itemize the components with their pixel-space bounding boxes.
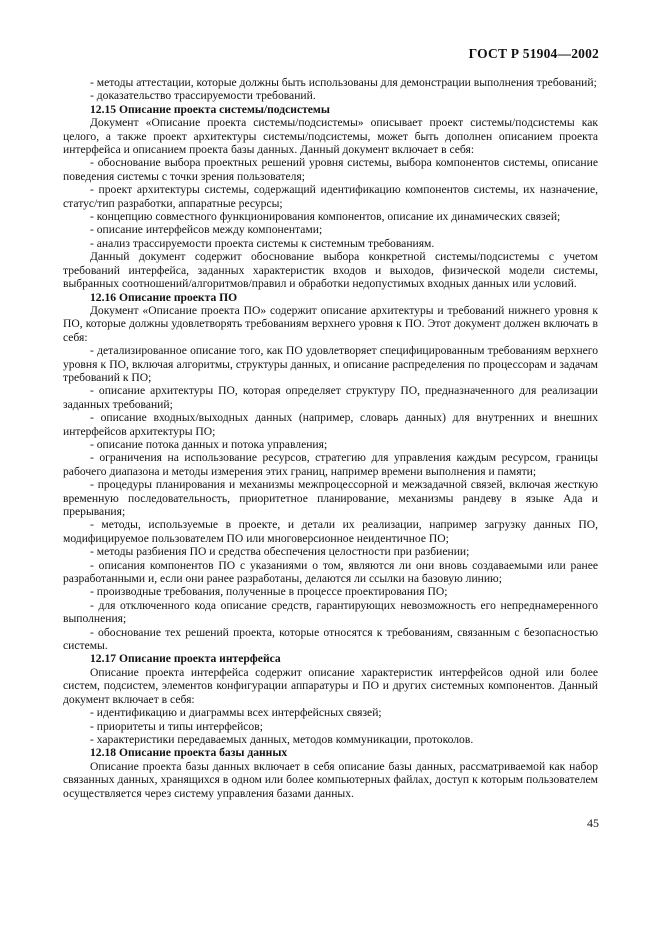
section-heading: 12.17 Описание проекта интерфейса [90, 652, 281, 666]
page-body [63, 76, 598, 800]
body-paragraph: - характеристики передаваемых данных, методов коммуникации, протоколов. [90, 732, 474, 746]
body-paragraph: - описание потока данных и потока управления; [90, 437, 328, 451]
body-paragraph: - процедуры планирования и механизмы межпроцессорной и межзадачной связей, включая жесткую временную последовательность, приоритетное планирование, механизмы рандеву в языке Ада и прерывания; [63, 478, 598, 518]
body-paragraph: Описание проекта базы данных включает в себя описание базы данных, рассматриваемой как набор связанных данных, хранящихся в одном или более компьютерных файлах, доступ к которым пользователем осуществляется через систему управления базами данных. [63, 759, 598, 800]
body-paragraph: - описание входных/выходных данных (например, словарь данных) для внутренних и внешних интерфейсов архитектуры ПО; [63, 411, 598, 438]
body-paragraph: - анализ трассируемости проекта системы к системным требованиям. [90, 236, 435, 250]
body-paragraph: - доказательство трассируемости требований. [90, 89, 316, 103]
body-paragraph: - методы аттестации, которые должны быть использованы для демонстрации выполнения требований; [90, 76, 597, 89]
body-paragraph: - детализированное описание того, как ПО удовлетворяет специфицированным требованиям верхнего уровня к ПО, включая алгоритмы, структуры данных, и описание распределения по процессорам и задачам требований к ПО; [63, 344, 598, 384]
body-paragraph: Описание проекта интерфейса содержит описание характеристик интерфейсов одной или более систем, подсистем, элементов конфигурации аппаратуры и ПО и других системных компонентов. Данный документ включает в себя: [63, 665, 598, 706]
body-paragraph: - ограничения на использование ресурсов, стратегию для управления каждым ресурсом, границы рабочего диапазона и методы измерения этих границ, например времени выполнения и памяти; [63, 451, 598, 478]
body-paragraph: - идентификацию и диаграммы всех интерфейсных связей; [90, 706, 382, 720]
page-number: 45 [587, 816, 599, 830]
section-heading: 12.16 Описание проекта ПО [90, 290, 238, 304]
body-paragraph: - приоритеты и типы интерфейсов; [90, 719, 263, 733]
body-paragraph: - описание архитектуры ПО, которая определяет структуру ПО, предназначенного для реализации заданных требований; [63, 384, 598, 411]
body-paragraph: - обоснование выбора проектных решений уровня системы, выбора компонентов системы, описание поведения системы с точки зрения пользователя; [63, 156, 598, 183]
body-paragraph: - проект архитектуры системы, содержащий идентификацию компонентов системы, их назначение, статус/тип разработки, аппаратные ресурсы; [63, 183, 598, 210]
body-paragraph: - концепцию совместного функционирования компонентов, описание их динамических связей; [90, 210, 561, 224]
body-paragraph: Документ «Описание проекта системы/подсистемы» описывает проект системы/подсистемы как целого, а также проект архитектуры системы/подсистемы, может быть дополнен описанием проекта интерфейса и описанием проекта базы данных. Данный документ включает в себя: [63, 116, 598, 157]
standard-header: ГОСТ Р 51904—2002 [468, 46, 599, 61]
body-paragraph: - для отключенного кода описание средств, гарантирующих невозможность его непреднамеренного выполнения; [63, 598, 598, 626]
body-paragraph: Данный документ содержит обоснование выбора конкретной системы/подсистемы с учетом требований интерфейса, заданных характеристик входов и выходов, физической модели системы, выбранных соотношений/алгоритмов/правил и обработки недопустимых входных данных или условий. [63, 250, 598, 291]
body-paragraph: - обоснование тех решений проекта, которые относятся к требованиям, связанным с безопасностью системы. [63, 625, 598, 653]
section-heading: 12.15 Описание проекта системы/подсистемы [90, 102, 330, 116]
body-paragraph: - описание интерфейсов между компонентами; [90, 223, 323, 237]
section-heading: 12.18 Описание проекта базы данных [90, 746, 288, 760]
body-paragraph: - методы, используемые в проекте, и детали их реализации, например загрузку данных ПО, модифицируемое пользователем ПО или многоверсионное неидентичное ПО; [63, 518, 598, 545]
body-paragraph: - описания компонентов ПО с указаниями о том, являются ли они вновь создаваемыми или ранее разработанными и, если они ранее разработаны, делаются ли ссылки на базовую линию; [63, 558, 598, 586]
body-paragraph: - производные требования, полученные в процессе проектирования ПО; [90, 585, 448, 599]
body-paragraph: - методы разбиения ПО и средства обеспечения целостности при разбиении; [90, 545, 470, 559]
body-paragraph: Документ «Описание проекта ПО» содержит описание архитектуры и требований нижнего уровня к ПО, которые должны удовлетворять требованиям верхнего уровня к ПО. Этот документ должен включать в себя: [63, 303, 598, 344]
